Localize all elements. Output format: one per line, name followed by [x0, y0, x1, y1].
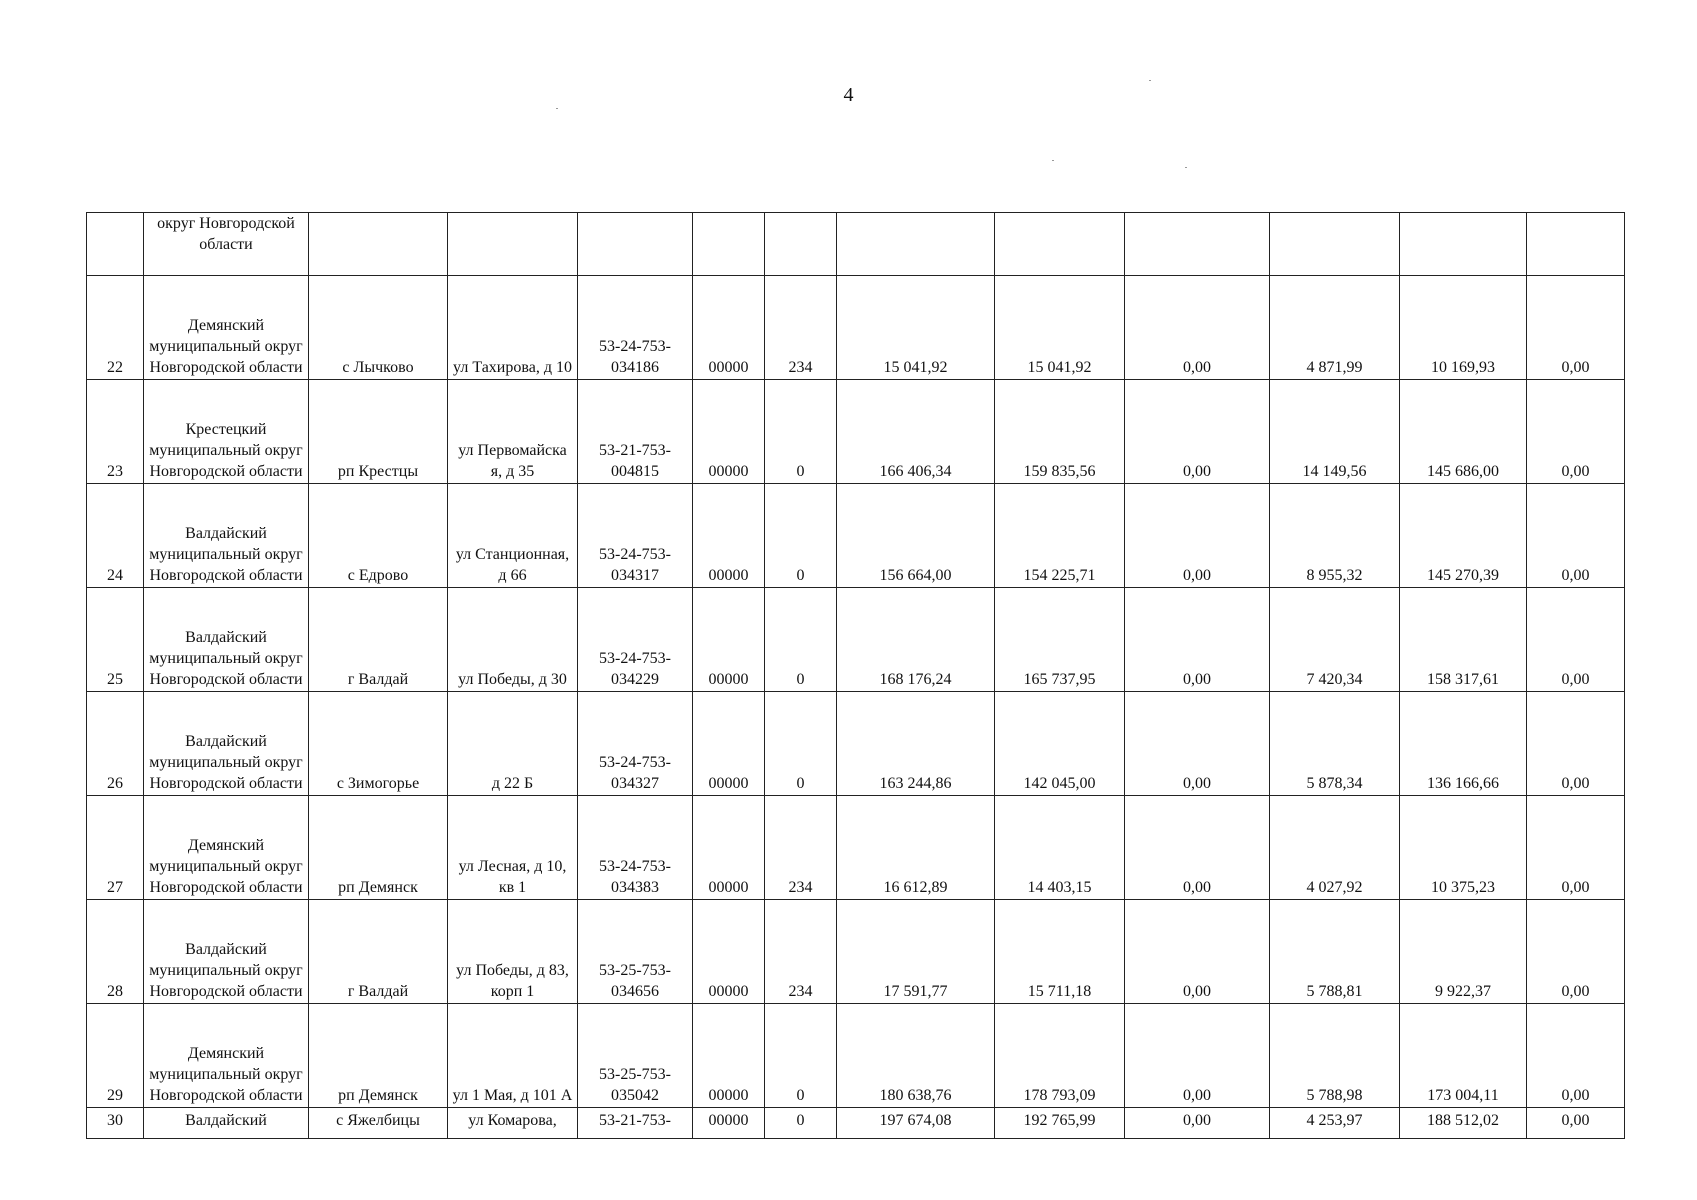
- cell-municipality: Демянский муниципальный округ Новгородской области: [144, 796, 309, 900]
- cell-v6: [1527, 213, 1625, 276]
- cell-v5: 10 375,23: [1400, 796, 1527, 900]
- table-row: [87, 900, 1625, 1004]
- cell-v6: 0,00: [1527, 1004, 1625, 1108]
- cell-c2: 0: [765, 380, 837, 484]
- cell-municipality: Валдайский муниципальный округ Новгородской области: [144, 588, 309, 692]
- cell-c1: 00000: [693, 484, 765, 588]
- cell-c2: 234: [765, 900, 837, 1004]
- cell-v3: 0,00: [1125, 796, 1270, 900]
- cell-c2: 234: [765, 796, 837, 900]
- cell-municipality: Валдайский муниципальный округ Новгородской области: [144, 900, 309, 1004]
- cell-address: ул Тахирова, д 10: [448, 276, 578, 380]
- cell-address: ул Станционная, д 66: [448, 484, 578, 588]
- table-row: [87, 796, 1625, 900]
- cell-v2: 192 765,99: [995, 1108, 1125, 1139]
- cell-address: ул Победы, д 30: [448, 588, 578, 692]
- cell-address: д 22 Б: [448, 692, 578, 796]
- cell-v5: 145 686,00: [1400, 380, 1527, 484]
- cell-no: 30: [87, 1108, 144, 1139]
- cell-no: 24: [87, 484, 144, 588]
- cell-v4: 4 871,99: [1270, 276, 1400, 380]
- scan-speck: [1052, 160, 1054, 161]
- cell-v5: 10 169,93: [1400, 276, 1527, 380]
- cell-no: 27: [87, 796, 144, 900]
- cell-v6: 0,00: [1527, 276, 1625, 380]
- cell-v6: 0,00: [1527, 692, 1625, 796]
- scan-speck: [1149, 80, 1151, 81]
- table-row: [87, 1108, 1625, 1139]
- cell-settlement: рп Крестцы: [309, 380, 448, 484]
- cell-code: 53-24-753-034229: [578, 588, 693, 692]
- cell-address: ул Победы, д 83, корп 1: [448, 900, 578, 1004]
- cell-code: 53-25-753-035042: [578, 1004, 693, 1108]
- cell-settlement: с Лычково: [309, 276, 448, 380]
- cell-address: ул 1 Мая, д 101 А: [448, 1004, 578, 1108]
- cell-municipality: Валдайский муниципальный округ Новгородской области: [144, 692, 309, 796]
- cell-v2: 15 711,18: [995, 900, 1125, 1004]
- cell-v4: 7 420,34: [1270, 588, 1400, 692]
- cell-c2: 0: [765, 484, 837, 588]
- cell-v6: 0,00: [1527, 796, 1625, 900]
- cell-settlement: рп Демянск: [309, 796, 448, 900]
- cell-settlement: г Валдай: [309, 900, 448, 1004]
- cell-no: 26: [87, 692, 144, 796]
- cell-c2: [765, 213, 837, 276]
- cell-v6: 0,00: [1527, 1108, 1625, 1139]
- cell-c1: 00000: [693, 692, 765, 796]
- cell-v6: 0,00: [1527, 380, 1625, 484]
- cell-v4: 14 149,56: [1270, 380, 1400, 484]
- cell-v1: 163 244,86: [837, 692, 995, 796]
- cell-municipality: Демянский муниципальный округ Новгородской области: [144, 276, 309, 380]
- cell-v3: 0,00: [1125, 484, 1270, 588]
- cell-municipality: округ Новгородской области: [144, 213, 309, 276]
- table-row: [87, 692, 1625, 796]
- cell-c1: 00000: [693, 900, 765, 1004]
- cell-v1: 156 664,00: [837, 484, 995, 588]
- cell-settlement: с Зимогорье: [309, 692, 448, 796]
- cell-v5: 145 270,39: [1400, 484, 1527, 588]
- cell-v5: 188 512,02: [1400, 1108, 1527, 1139]
- cell-v3: 0,00: [1125, 380, 1270, 484]
- cell-settlement: с Едрово: [309, 484, 448, 588]
- cell-v1: 17 591,77: [837, 900, 995, 1004]
- cell-no: 29: [87, 1004, 144, 1108]
- cell-no: 23: [87, 380, 144, 484]
- cell-address: ул Комарова,: [448, 1108, 578, 1139]
- table-row: [87, 484, 1625, 588]
- cell-c2: 0: [765, 692, 837, 796]
- cell-v4: 8 955,32: [1270, 484, 1400, 588]
- cell-settlement: с Яжелбицы: [309, 1108, 448, 1139]
- cell-municipality: Валдайский: [144, 1108, 309, 1139]
- cell-no: 22: [87, 276, 144, 380]
- cell-c1: 00000: [693, 276, 765, 380]
- cell-c1: 00000: [693, 588, 765, 692]
- cell-v2: 154 225,71: [995, 484, 1125, 588]
- cell-v5: 173 004,11: [1400, 1004, 1527, 1108]
- cell-address: ул Лесная, д 10, кв 1: [448, 796, 578, 900]
- cell-c2: 234: [765, 276, 837, 380]
- cell-no: 25: [87, 588, 144, 692]
- cell-v4: 5 788,81: [1270, 900, 1400, 1004]
- page-number: 4: [843, 84, 854, 106]
- cell-v1: 15 041,92: [837, 276, 995, 380]
- table-row: [87, 1004, 1625, 1108]
- cell-v6: 0,00: [1527, 900, 1625, 1004]
- cell-v1: 197 674,08: [837, 1108, 995, 1139]
- cell-c2: 0: [765, 1004, 837, 1108]
- cell-v1: 16 612,89: [837, 796, 995, 900]
- table-row: [87, 380, 1625, 484]
- table-row: [87, 588, 1625, 692]
- cell-no: 28: [87, 900, 144, 1004]
- cell-c1: 00000: [693, 1108, 765, 1139]
- cell-v6: 0,00: [1527, 588, 1625, 692]
- cell-municipality: Демянский муниципальный округ Новгородской области: [144, 1004, 309, 1108]
- table-row-continuation: [87, 213, 1625, 276]
- cell-v3: 0,00: [1125, 588, 1270, 692]
- cell-code: 53-25-753-034656: [578, 900, 693, 1004]
- cell-c1: 00000: [693, 380, 765, 484]
- cell-v3: 0,00: [1125, 692, 1270, 796]
- cell-address: ул Первомайска я, д 35: [448, 380, 578, 484]
- cell-v2: 159 835,56: [995, 380, 1125, 484]
- registry-table: [86, 212, 1625, 1139]
- cell-v2: 14 403,15: [995, 796, 1125, 900]
- cell-code: 53-24-753-034383: [578, 796, 693, 900]
- cell-code: 53-21-753-: [578, 1108, 693, 1139]
- cell-no: [87, 213, 144, 276]
- scan-speck: [1185, 167, 1187, 168]
- cell-v3: 0,00: [1125, 276, 1270, 380]
- cell-v5: 158 317,61: [1400, 588, 1527, 692]
- cell-v6: 0,00: [1527, 484, 1625, 588]
- cell-v4: 4 253,97: [1270, 1108, 1400, 1139]
- cell-v2: 142 045,00: [995, 692, 1125, 796]
- cell-code: 53-21-753-004815: [578, 380, 693, 484]
- cell-v1: 166 406,34: [837, 380, 995, 484]
- cell-settlement: г Валдай: [309, 588, 448, 692]
- cell-address: [448, 213, 578, 276]
- cell-c1: 00000: [693, 796, 765, 900]
- cell-v3: 0,00: [1125, 1004, 1270, 1108]
- cell-v3: 0,00: [1125, 1108, 1270, 1139]
- cell-code: 53-24-753-034317: [578, 484, 693, 588]
- cell-v2: 165 737,95: [995, 588, 1125, 692]
- cell-c2: 0: [765, 588, 837, 692]
- cell-v1: 180 638,76: [837, 1004, 995, 1108]
- cell-code: [578, 213, 693, 276]
- cell-code: 53-24-753-034327: [578, 692, 693, 796]
- cell-v2: [995, 213, 1125, 276]
- cell-v5: 9 922,37: [1400, 900, 1527, 1004]
- cell-municipality: Валдайский муниципальный округ Новгородской области: [144, 484, 309, 588]
- cell-c2: 0: [765, 1108, 837, 1139]
- cell-municipality: Крестецкий муниципальный округ Новгородской области: [144, 380, 309, 484]
- cell-v4: 5 878,34: [1270, 692, 1400, 796]
- cell-settlement: [309, 213, 448, 276]
- cell-v5: 136 166,66: [1400, 692, 1527, 796]
- cell-code: 53-24-753-034186: [578, 276, 693, 380]
- cell-c1: [693, 213, 765, 276]
- cell-v5: [1400, 213, 1527, 276]
- cell-settlement: рп Демянск: [309, 1004, 448, 1108]
- cell-c1: 00000: [693, 1004, 765, 1108]
- cell-v4: [1270, 213, 1400, 276]
- cell-v3: 0,00: [1125, 900, 1270, 1004]
- cell-v2: 178 793,09: [995, 1004, 1125, 1108]
- cell-v1: 168 176,24: [837, 588, 995, 692]
- scan-speck: [556, 108, 558, 109]
- table-row: [87, 276, 1625, 380]
- cell-v1: [837, 213, 995, 276]
- cell-v4: 5 788,98: [1270, 1004, 1400, 1108]
- cell-v2: 15 041,92: [995, 276, 1125, 380]
- cell-v3: [1125, 213, 1270, 276]
- cell-v4: 4 027,92: [1270, 796, 1400, 900]
